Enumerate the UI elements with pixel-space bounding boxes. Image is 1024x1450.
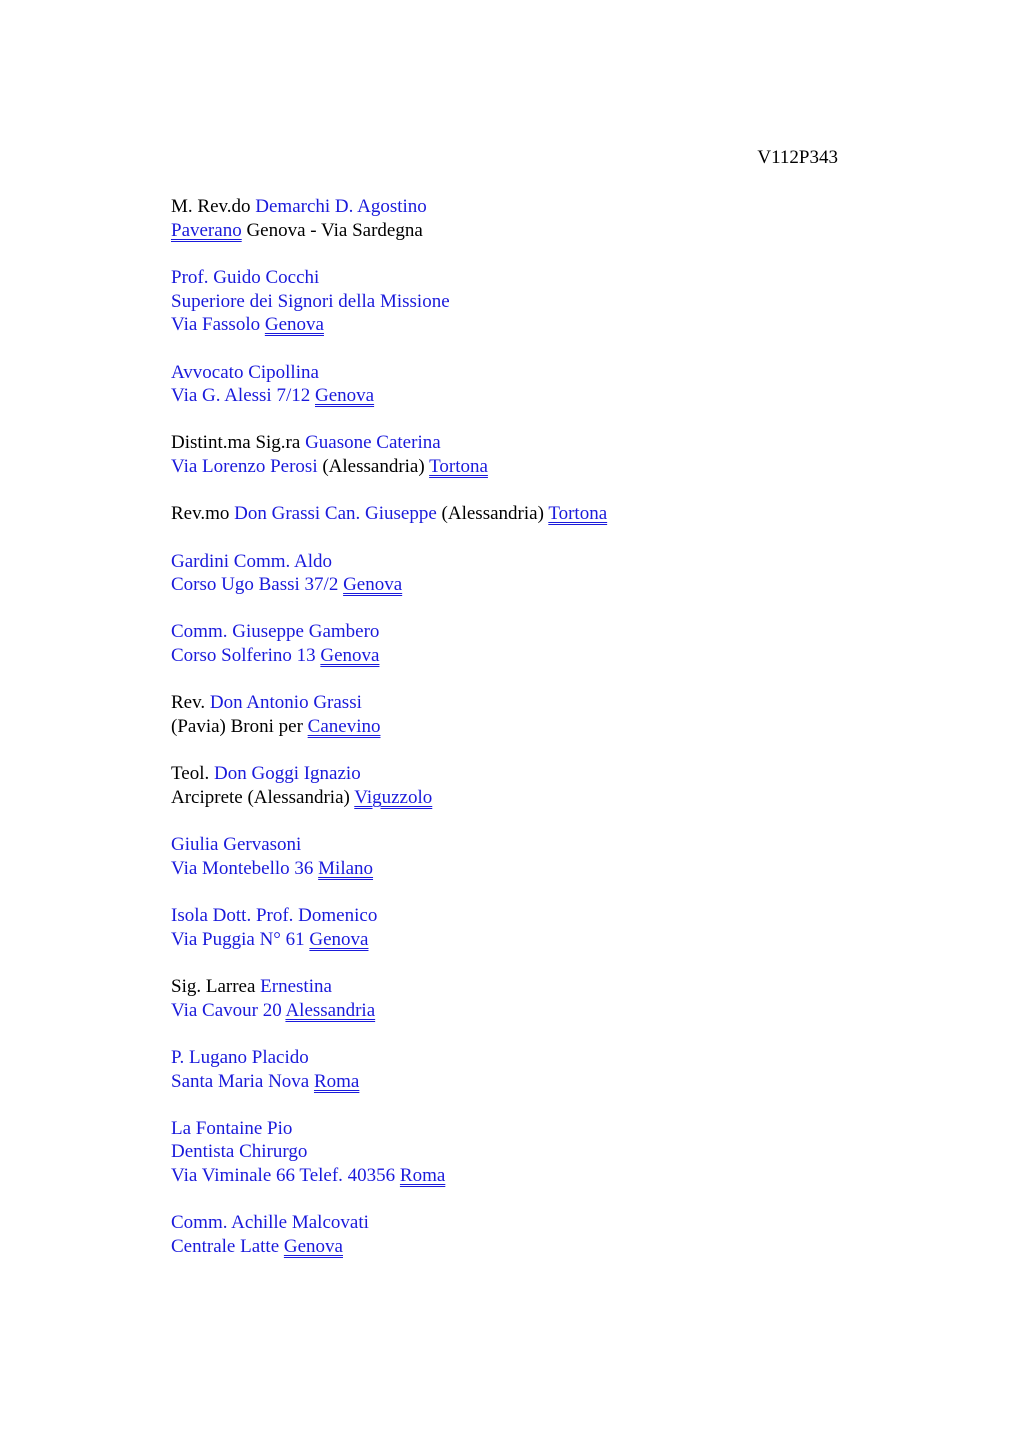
name-text: Don Goggi Ignazio [214,763,361,785]
address-line [171,550,871,574]
address-line [171,1070,871,1094]
address-line [171,1117,871,1141]
address-line [171,904,871,928]
name-text: P. Lugano Placido [171,1046,309,1068]
address-line [171,1164,871,1188]
address-line [171,431,871,455]
address-line [171,833,871,857]
address-line [171,573,871,597]
address-line [171,455,871,479]
place-link[interactable]: Viguzzolo [354,786,433,808]
name-text: Avvocato Cipollina [171,361,319,383]
address-line [171,999,871,1023]
text-segment: Rev. [171,692,210,714]
address-entry [171,502,871,526]
text-segment: Arciprete (Alessandria) [171,786,355,808]
place-link[interactable]: Genova [309,928,369,950]
name-text: Corso Solferino 13 [171,645,321,667]
name-text: Corso Ugo Bassi 37/2 [171,574,344,596]
address-line [171,1211,871,1235]
address-list [171,195,871,1282]
address-entry [171,620,871,667]
text-segment: Teol. [171,763,214,785]
address-line [171,266,871,290]
name-text: La Fontaine Pio [171,1117,293,1139]
name-text: Prof. Guido Cocchi [171,266,320,288]
text-segment: Genova - Via Sardegna [241,219,423,241]
place-link[interactable]: Milano [318,857,374,879]
text-segment: M. Rev.do [171,196,256,217]
address-line [171,219,871,243]
address-line [171,786,871,810]
address-entry [171,975,871,1022]
address-entry [171,195,871,242]
name-text: Via Fassolo [171,314,265,336]
place-link[interactable]: Genova [283,1236,343,1258]
name-text: Via Viminale 66 Telef. 40356 [171,1165,400,1187]
address-entry [171,691,871,738]
name-text: Via Montebello 36 [171,857,319,879]
address-line [171,361,871,385]
name-text: Via G. Alessi 7/12 [171,385,315,407]
name-text: Comm. Giuseppe Gambero [171,621,380,643]
place-link[interactable]: Alessandria [285,999,376,1021]
name-text: Centrale Latte [171,1236,284,1258]
text-segment: Sig. Larrea [171,975,261,997]
address-line [171,975,871,999]
name-text: Via Cavour 20 [171,999,286,1021]
place-link[interactable]: Genova [320,645,380,667]
address-entry [171,762,871,809]
address-entry [171,431,871,478]
text-segment: (Alessandria) [317,456,430,478]
address-entry [171,904,871,951]
place-link[interactable]: Roma [313,1070,360,1092]
place-link[interactable]: Tortona [548,503,608,525]
text-segment: Distint.ma Sig.ra [171,432,306,454]
address-line [171,1046,871,1070]
place-link[interactable]: Genova [264,314,324,336]
address-line [171,928,871,952]
place-link[interactable]: Tortona [429,456,488,478]
place-link[interactable]: Roma [399,1165,446,1187]
name-text: Gardini Comm. Aldo [171,550,332,572]
name-text: Demarchi D. Agostino [255,196,427,217]
name-text: Isola Dott. Prof. Domenico [171,905,378,927]
address-line [171,762,871,786]
address-entry [171,550,871,597]
place-link[interactable]: Genova [315,385,375,407]
address-line [171,502,871,526]
address-entry [171,1046,871,1093]
address-line [171,313,871,337]
name-text: Comm. Achille Malcovati [171,1212,369,1234]
name-text: Ernestina [260,975,332,997]
address-line [171,620,871,644]
place-link[interactable]: Genova [343,574,403,596]
address-line [171,290,871,314]
address-entry [171,833,871,880]
address-line [171,384,871,408]
name-text: Superiore dei Signori della Missione [171,290,450,312]
address-line [171,195,871,219]
address-entry [171,266,871,337]
address-line [171,1235,871,1259]
address-line [171,1140,871,1164]
place-link[interactable]: Paverano [171,219,242,241]
address-entry [171,1211,871,1258]
name-text: Santa Maria Nova [171,1070,314,1092]
name-text: Don Antonio Grassi [209,692,362,714]
name-text: Via Puggia N° 61 [171,928,310,950]
name-text: Giulia Gervasoni [171,834,302,856]
name-text: Via Lorenzo Perosi [171,456,318,478]
address-line [171,715,871,739]
address-entry [171,1117,871,1188]
text-segment: Rev.mo [171,503,235,525]
name-text: Dentista Chirurgo [171,1141,308,1163]
text-segment: (Alessandria) [436,503,549,525]
text-segment: (Pavia) Broni per [171,716,308,738]
address-entry [171,361,871,408]
place-link[interactable]: Canevino [307,716,381,738]
name-text: Guasone Caterina [305,432,441,454]
page-reference: V112P343 [757,147,838,168]
address-line [171,644,871,668]
address-line [171,691,871,715]
address-line [171,857,871,881]
name-text: Don Grassi Can. Giuseppe [234,503,437,525]
